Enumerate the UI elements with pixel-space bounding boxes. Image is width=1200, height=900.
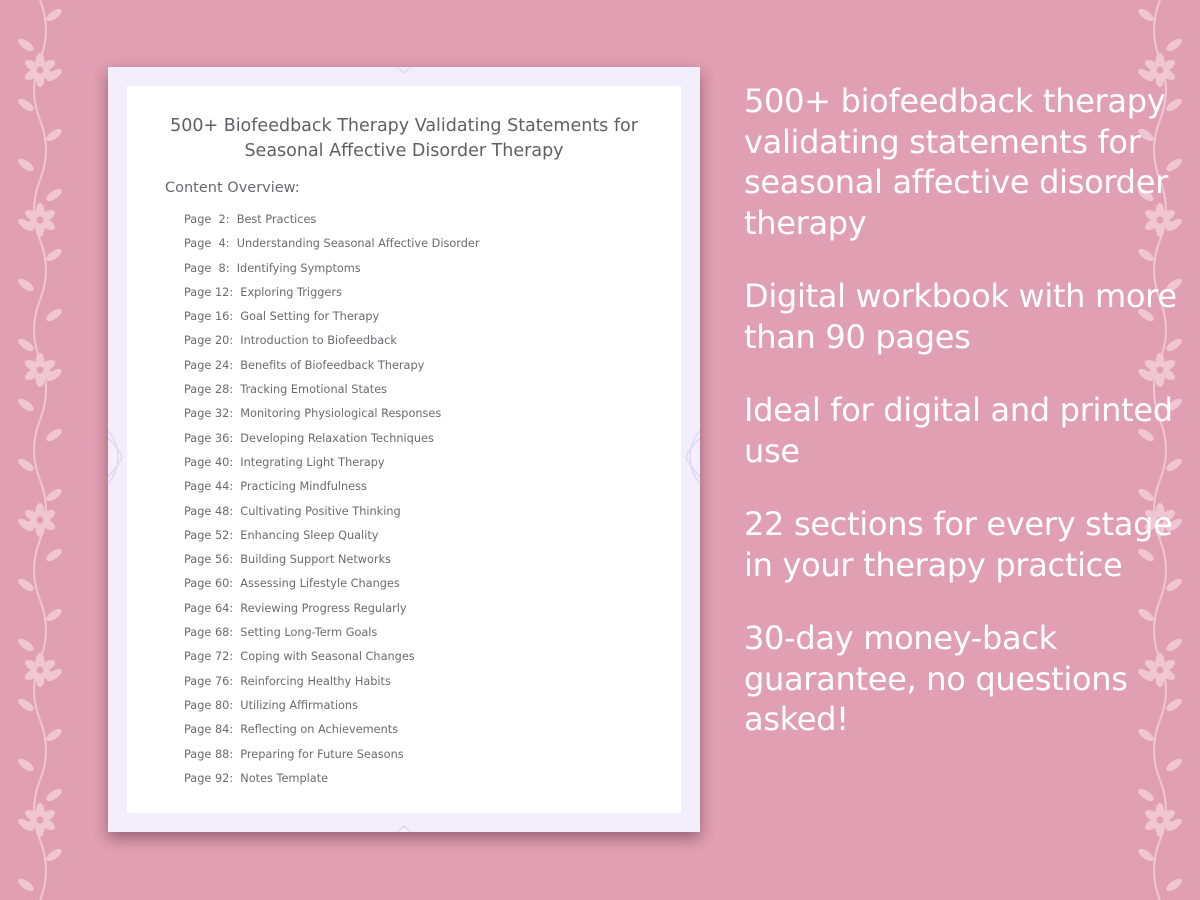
- mandala-left-icon: [108, 377, 128, 537]
- workbook-preview: [108, 67, 700, 832]
- mandala-bottom-icon: [314, 812, 494, 832]
- workbook-page: [127, 86, 681, 813]
- toc-item: Page 64: Reviewing Progress Regularly: [184, 601, 407, 615]
- toc-item: Page 68: Setting Long-Term Goals: [184, 626, 378, 640]
- feature-sections: 22 sections for every stage in your therapy practice: [744, 505, 1173, 584]
- toc-item: Page 76: Reinforcing Healthy Habits: [184, 674, 391, 688]
- toc-item: Page 72: Coping with Seasonal Changes: [184, 650, 415, 664]
- toc-item: Page 44: Practicing Mindfulness: [184, 480, 367, 494]
- feature-page-count: Digital workbook with more than 90 pages: [744, 277, 1177, 356]
- content-overview-heading: Content Overview:: [165, 180, 300, 196]
- mandala-top-icon: [314, 67, 494, 87]
- feature-list: [744, 81, 1184, 773]
- toc-item: Page 28: Tracking Emotional States: [184, 383, 388, 397]
- mandala-right-icon: [680, 377, 700, 537]
- toc-item: Page 92: Notes Template: [184, 771, 329, 785]
- toc-item: Page 24: Benefits of Biofeedback Therapy: [184, 358, 425, 372]
- toc-item: Page 80: Utilizing Affirmations: [184, 698, 358, 712]
- toc-item: Page 84: Reflecting on Achievements: [184, 723, 399, 737]
- toc-item: Page 20: Introduction to Biofeedback: [184, 334, 397, 348]
- toc-item: Page 36: Developing Relaxation Techniques: [184, 431, 434, 445]
- table-of-contents: [184, 212, 480, 795]
- toc-item: Page 88: Preparing for Future Seasons: [184, 747, 404, 761]
- toc-item: Page 56: Building Support Networks: [184, 553, 392, 567]
- toc-item: Page 60: Assessing Lifestyle Changes: [184, 577, 400, 591]
- toc-item: Page 2: Best Practices: [184, 213, 317, 226]
- toc-item: Page 40: Integrating Light Therapy: [184, 455, 385, 469]
- toc-item: Page 4: Understanding Seasonal Affective Disorder: [184, 237, 480, 251]
- toc-item: Page 48: Cultivating Positive Thinking: [184, 504, 401, 518]
- toc-item: Page 16: Goal Setting for Therapy: [184, 310, 380, 324]
- workbook-title: 500+ Biofeedback Therapy Validating Statements for Seasonal Affective Disorder Therapy: [170, 116, 638, 161]
- feature-statements: 500+ biofeedback therapy validating statements for seasonal affective disorder therapy: [744, 82, 1168, 242]
- toc-item: Page 32: Monitoring Physiological Responses: [184, 407, 442, 421]
- feature-usage: Ideal for digital and printed use: [744, 391, 1173, 470]
- toc-item: Page 8: Identifying Symptoms: [184, 261, 361, 275]
- toc-item: Page 52: Enhancing Sleep Quality: [184, 528, 379, 542]
- toc-item: Page 12: Exploring Triggers: [184, 285, 342, 299]
- feature-guarantee: 30-day money-back guarantee, no questions asked!: [744, 619, 1128, 738]
- left-floral-vine-icon: [0, 0, 80, 900]
